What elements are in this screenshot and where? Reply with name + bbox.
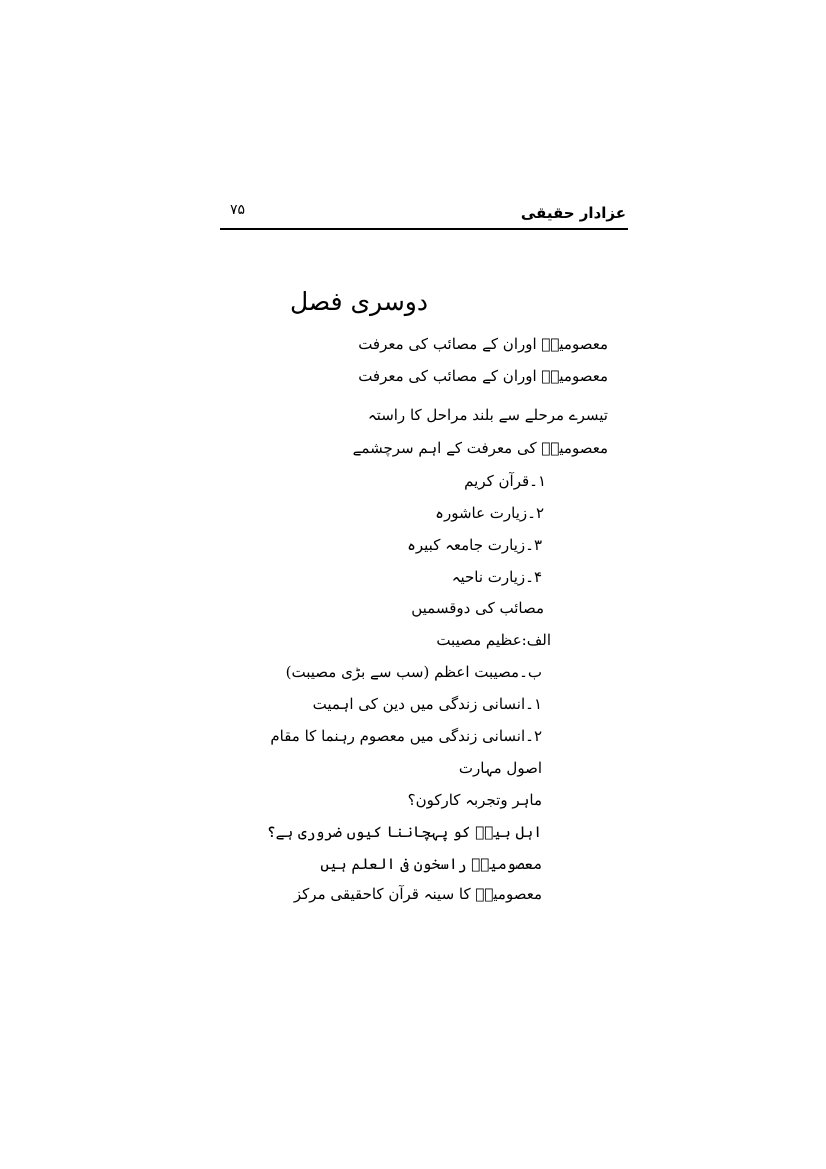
toc-item: ۲۔انسانی زندگی میں معصوم رہنما کا مقام — [270, 727, 542, 745]
toc-item: ماہر وتجربہ کارکون؟ — [407, 791, 542, 809]
toc-item: اہل بیتؑ کو پہچاننا کیوں ضروری ہے؟ — [266, 823, 542, 841]
book-title: عزادار حقیقی — [520, 204, 626, 222]
toc-item: اصول مہارت — [458, 759, 542, 777]
toc-item: معصومینؑ اوران کے مصائب کی معرفت — [358, 335, 608, 353]
toc-item: معصومینؑ کا سینہ قرآن کاحقیقی مرکز — [293, 885, 542, 903]
chapter-title: دوسری فصل — [289, 287, 428, 316]
toc-item: ۴۔زیارت ناحیہ — [451, 568, 542, 586]
header-rule — [220, 228, 628, 230]
toc-item: معصومینؑ راسخون فی العلم ہیں — [320, 855, 542, 873]
toc-item: معصومینؑ کی معرفت کے اہم سرچشمے — [352, 439, 608, 457]
toc-item: ۳۔زیارت جامعہ کبیرہ — [407, 536, 542, 554]
running-header — [220, 198, 628, 230]
toc-item: الف:عظیم مصیبت — [436, 631, 551, 649]
toc-item: ۱۔انسانی زندگی میں دین کی اہمیت — [312, 695, 542, 713]
toc-item: مصائب کی دوقسمیں — [411, 599, 544, 617]
toc-item: تیسرے مرحلے سے بلند مراحل کا راستہ — [367, 406, 608, 424]
toc-item: ب۔مصیبت اعظم (سب سے بڑی مصیبت) — [285, 663, 542, 681]
toc-item: ۱۔قرآن کریم — [464, 472, 546, 490]
toc-item: ۲۔زیارت عاشورہ — [435, 504, 544, 522]
page-number: ۷۵ — [230, 202, 246, 218]
toc-item: معصومینؑ اوران کے مصائب کی معرفت — [358, 367, 608, 385]
